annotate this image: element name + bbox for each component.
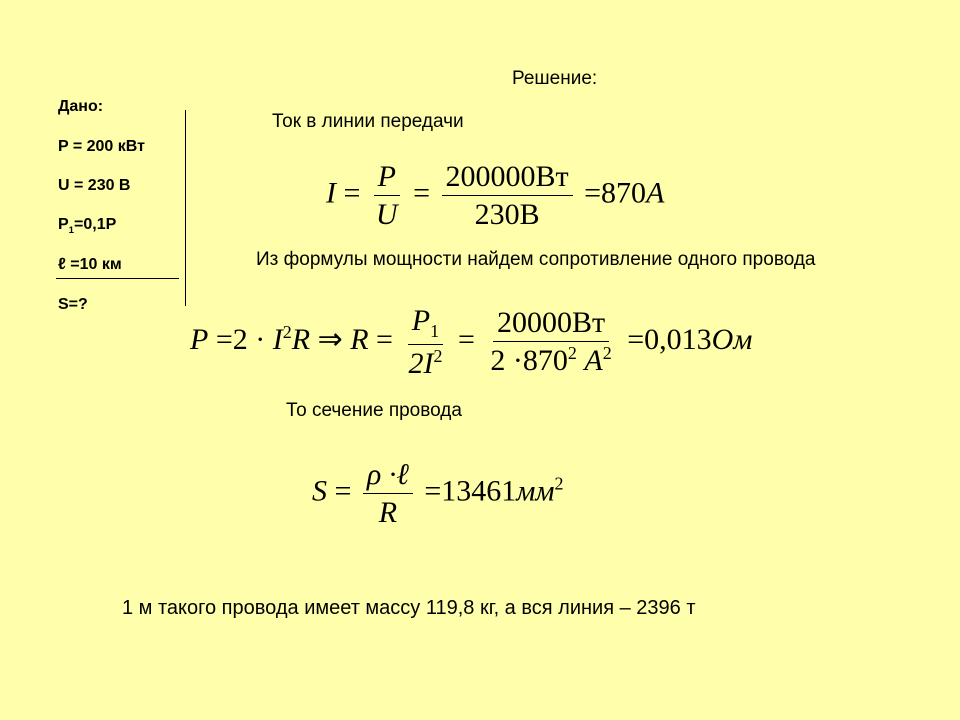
given-voltage: U = 230 В — [58, 177, 131, 194]
fraction-numerator: 20000Вт — [493, 306, 609, 342]
resistance-result: =0,013 — [627, 322, 712, 356]
fraction-denominator — [404, 345, 446, 380]
fraction-numerator: 200000Вт — [442, 160, 573, 196]
given-divider — [56, 278, 179, 279]
index-subscript: 1 — [430, 321, 440, 341]
section-unit: мм — [516, 474, 555, 508]
resistance-unit: Ом — [711, 322, 753, 356]
given-loss-value: =0,1P — [74, 216, 117, 233]
fraction-denominator: R — [378, 496, 398, 529]
formula-current — [326, 160, 664, 231]
given-find: S=? — [58, 296, 88, 313]
square-exponent: 2 — [602, 343, 612, 364]
fraction-numerator: P — [374, 160, 400, 196]
fraction-denominator: 230В — [474, 198, 540, 231]
fraction-denominator — [486, 342, 615, 377]
fraction-denominator: U — [375, 198, 398, 231]
denominator-term: 2 ·870 — [490, 344, 568, 378]
square-exponent: 2 — [554, 473, 564, 494]
ampere-unit: A — [584, 344, 603, 378]
power-over-voltage-fraction — [372, 160, 402, 231]
formula-section — [312, 458, 564, 529]
given-length: ℓ =10 км — [58, 256, 122, 273]
current-unit: A — [646, 176, 665, 210]
square-exponent: 2 — [433, 345, 443, 366]
section-symbol: S — [312, 474, 327, 508]
equals-sign: = — [343, 176, 361, 210]
given-heading: Дано: — [58, 98, 104, 115]
current-result: =870 — [584, 176, 647, 210]
fraction-numerator: ρ ·ℓ — [363, 458, 413, 494]
current-symbol: I — [272, 322, 283, 356]
given-vertical-rule — [185, 110, 186, 306]
given-loss-symbol: P — [58, 216, 69, 233]
square-exponent: 2 — [282, 321, 292, 342]
power-symbol: P — [411, 304, 431, 337]
square-exponent: 2 — [567, 343, 577, 364]
given-loss-subscript: 1 — [68, 225, 75, 237]
symbolic-fraction — [404, 304, 446, 380]
conclusion-text: 1 м такого провода имеет массу 119,8 кг, а вся линия – 2396 т — [122, 597, 696, 619]
coefficient: =2 · — [215, 322, 266, 356]
numeric-fraction — [442, 160, 573, 231]
resistance-symbol: R — [350, 322, 369, 356]
current-caption: Ток в линии передачи — [272, 111, 464, 132]
section-caption: То сечение провода — [286, 400, 462, 421]
implies-arrow: ⇒ — [317, 322, 343, 356]
equals-sign: = — [334, 474, 352, 508]
resistance-symbol: R — [291, 322, 311, 356]
solution-heading: Решение: — [512, 68, 598, 89]
equals-sign: = — [457, 322, 475, 356]
equals-sign: = — [376, 322, 393, 356]
given-loss — [58, 216, 116, 236]
formula-resistance — [190, 304, 752, 380]
denominator-term: 2I — [408, 346, 434, 380]
resistance-caption: Из формулы мощности найдем сопротивление одного провода — [256, 249, 816, 270]
fraction-numerator — [408, 304, 443, 345]
section-result: =13461 — [424, 474, 517, 508]
current-symbol: I — [326, 176, 336, 210]
given-power: P = 200 кВт — [58, 138, 145, 155]
power-symbol: P — [190, 322, 209, 356]
numeric-fraction — [486, 306, 615, 377]
equals-sign: = — [413, 176, 431, 210]
resistivity-fraction — [363, 458, 413, 529]
